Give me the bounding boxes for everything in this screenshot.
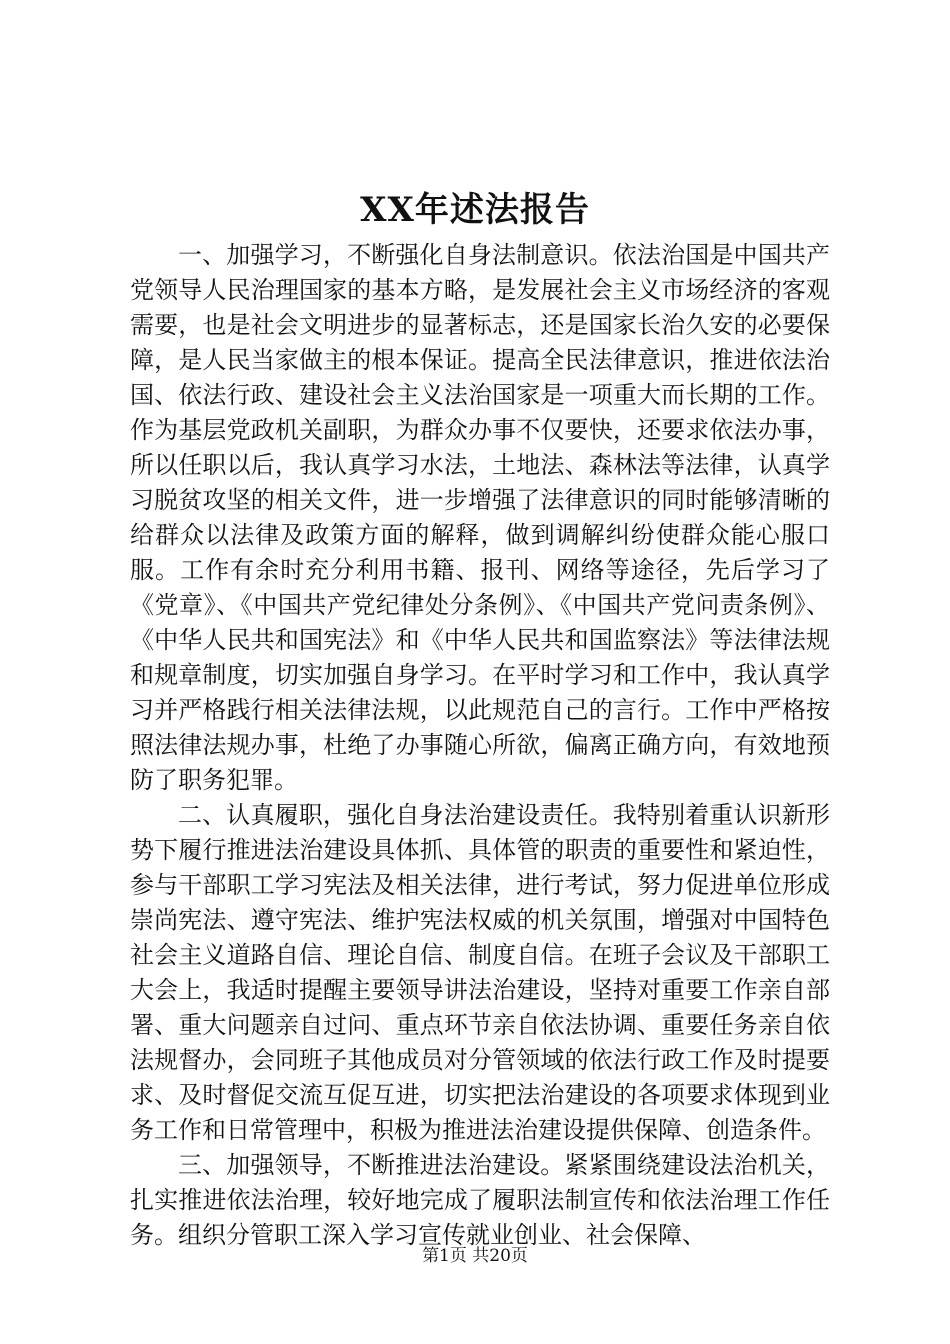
document-body [130,238,830,1253]
paragraph-1: 一、加强学习，不断强化自身法制意识。依法治国是中国共产党领导人民治理国家的基本方略，是发展社会主义市场经济的客观需要，也是社会文明进步的显著标志，还是国家长治久安的必要保障，是人民当家做主的根本保证。提高全民法律意识，推进依法治国、依法行政、建设社会主义法治国家是一项重大而长期的工作。作为基层党政机关副职，为群众办事不仅要快，还要求依法办事，所以任职以后，我认真学习水法，土地法、森林法等法律，认真学习脱贫攻坚的相关文件，进一步增强了法律意识的同时能够清晰的给群众以法律及政策方面的解释，做到调解纠纷使群众能心服口服。工作有余时充分利用书籍、报刊、网络等途径，先后学习了《党章》、《中国共产党纪律处分条例》、《中国共产党问责条例》、《中华人民共和国宪法》和《中华人民共和国监察法》等法律法规和规章制度，切实加强自身学习。在平时学习和工作中，我认真学习并严格践行相关法律法规，以此规范自己的言行。工作中严格按照法律法规办事，杜绝了办事随心所欲，偏离正确方向，有效地预防了职务犯罪。 [130,241,830,794]
document-title: XX年述法报告 [360,190,590,230]
page-footer: 第1页 共20页 [422,1246,528,1266]
paragraph-2: 二、认真履职，强化自身法治建设责任。我特别着重认识新形势下履行推进法治建设具体抓、具体管的职责的重要性和紧迫性，参与干部职工学习宪法及相关法律，进行考试，努力促进单位形成崇尚宪法、遵守宪法、维护宪法权威的机关氛围，增强对中国特色社会主义道路自信、理论自信、制度自信。在班子会议及干部职工大会上，我适时提醒主要领导讲法治建设，坚持对重要工作亲自部署、重大问题亲自过问、重点环节亲自依法协调、重要任务亲自依法规督办，会同班子其他成员对分管领域的依法行政工作及时提要求、及时督促交流互促互进，切实把法治建设的各项要求体现到业务工作和日常管理中，积极为推进法治建设提供保障、创造条件。 [130,801,830,1144]
paragraph-3: 三、加强领导，不断推进法治建设。紧紧围绕建设法治机关，扎实推进依法治理，较好地完成了履职法制宣传和依法治理工作任务。组织分管职工深入学习宣传就业创业、社会保障、 [130,1151,830,1249]
